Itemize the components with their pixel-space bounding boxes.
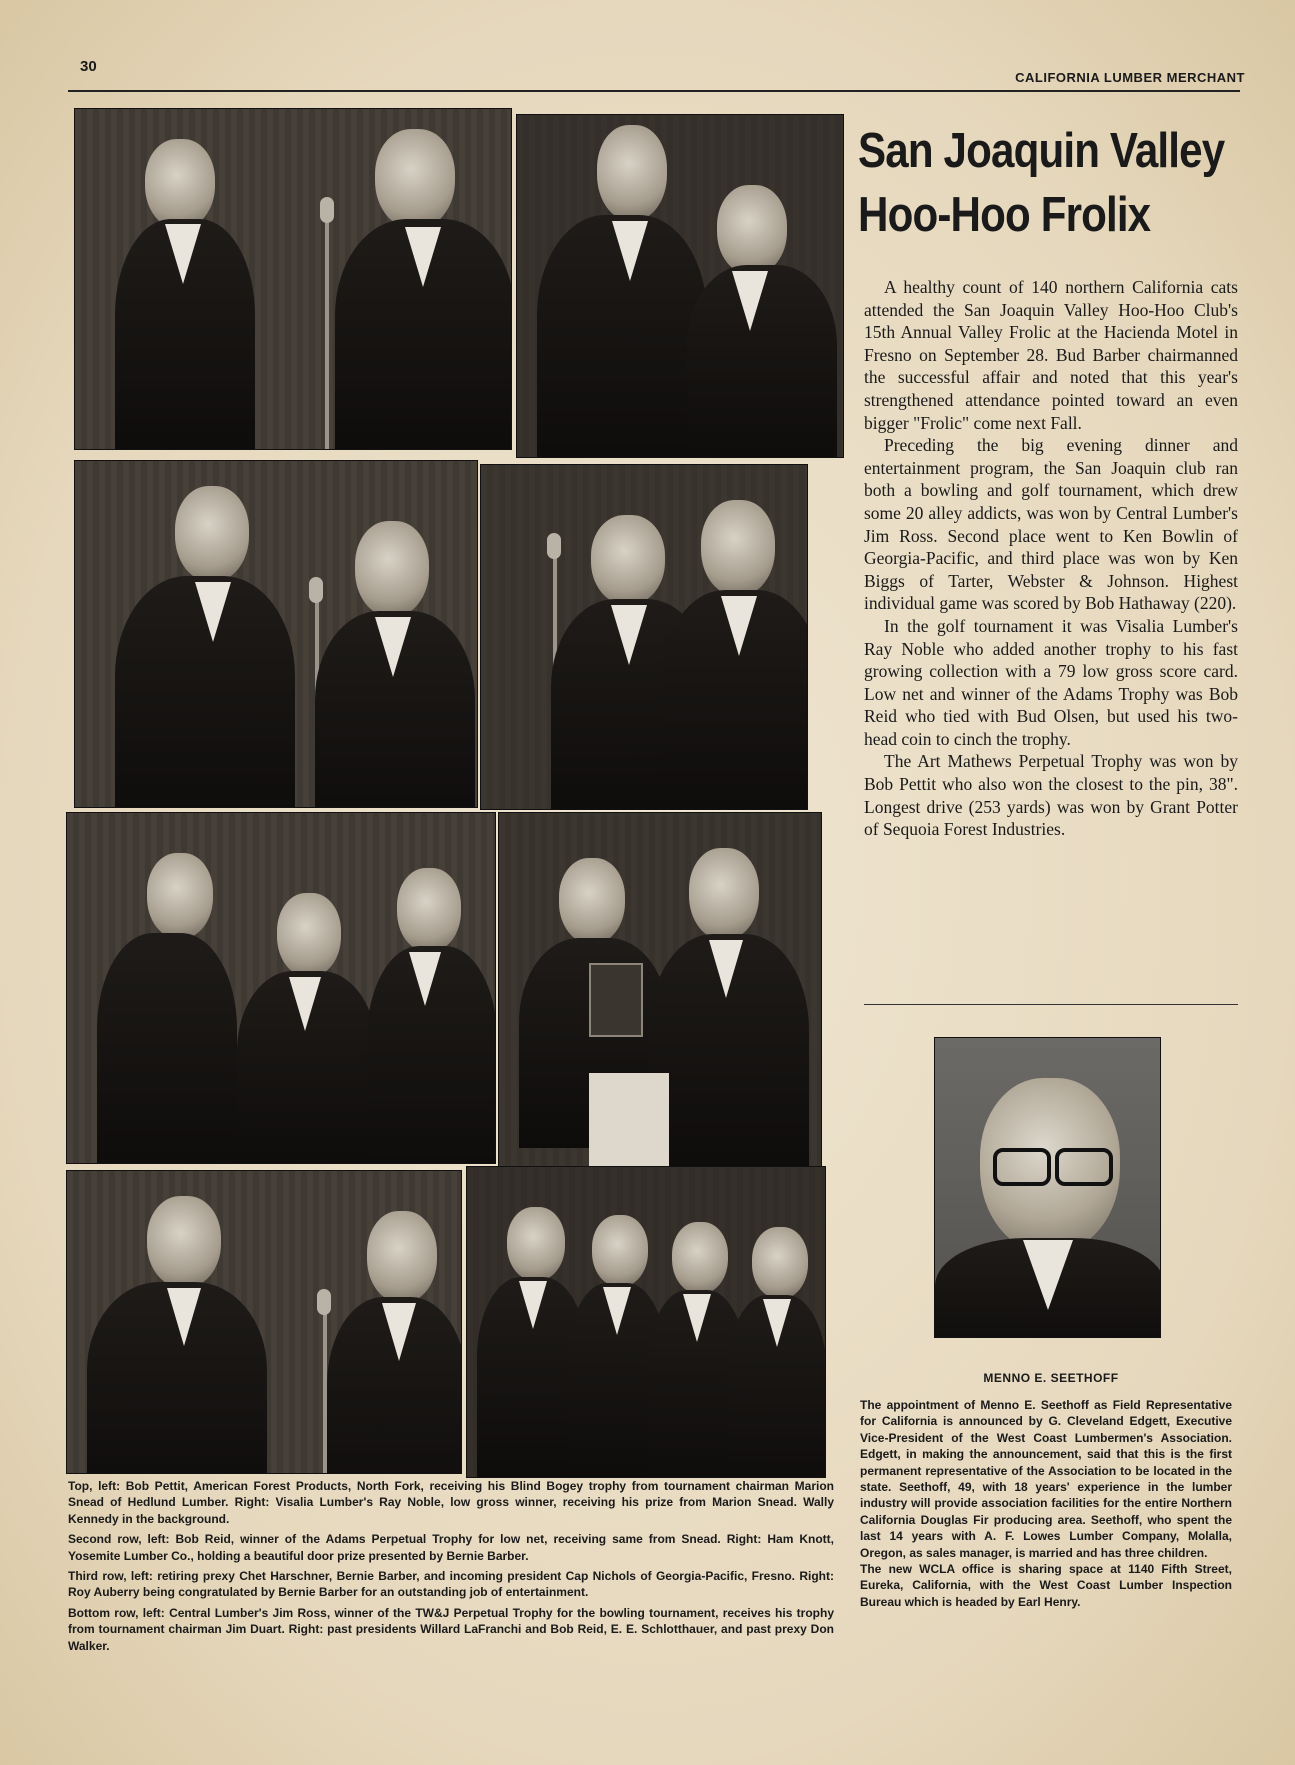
publication-name: CALIFORNIA LUMBER MERCHANT [1015,70,1245,85]
glasses-left-shape [993,1148,1051,1186]
caption-third-row: Third row, left: retiring prexy Chet Harschner, Bernie Barber, and incoming president Cap Nichols of Georgia-Pacific, Fresno. Right: Roy Auberry being congratulated by Bernie Barber for an outstanding job of entertainment. [68,1569,834,1600]
article-title [858,120,1225,247]
accordion-shape [589,963,643,1037]
photo-top-left [74,108,512,450]
photo-bottom-left [66,1170,462,1474]
header-rule [68,90,1240,92]
photo-third-left [66,812,496,1164]
article-paragraph: Preceding the big evening dinner and entertainment program, the San Joaquin club ran both a bowling and golf tournament, which drew some 20 alley addicts, was won by Central Lumber's Jim Ross. Second place went to Ken Bowlin of Georgia-Pacific, and third place was won by Ken Biggs of Tarter, Webster & Johnson. Highest individual game was scored by Bob Hathaway (220). [864,435,1238,614]
portrait-caption: MENNO E. SEETHOFF [983,1371,1119,1385]
photo-third-right [498,812,822,1168]
photo-second-left [74,460,478,808]
article-title-line-2: Hoo-Hoo Frolix [858,187,1151,242]
article-paragraph: In the golf tournament it was Visalia Lumber's Ray Noble who added another trophy to his fast growing collection with a 79 low gross score card. Low net and winner of the Adams Trophy was Bob Reid who tied with Bud Olsen, but used his two-head coin to cinch the trophy. [864,615,1238,749]
article-paragraph: A healthy count of 140 northern California cats attended the San Joaquin Valley Hoo-Hoo Club's 15th Annual Valley Frolic at the Hacienda Motel in Fresno on September 28. Bud Barber chairmanned the successful affair and noted that this year's strengthened attendance pointed toward an even bigger "Frolic" come next Fall. [864,277,1238,433]
trophy-box-shape [589,1073,669,1167]
caption-bottom-row: Bottom row, left: Central Lumber's Jim Ross, winner of the TW&J Perpetual Trophy for the bowling tournament, receives his trophy from tournament chairman Jim Duart. Right: past presidents Willard LaFranchi and Bob Reid, E. E. Schlotthauer, and past prexy Don Walker. [68,1605,834,1653]
photo-captions [68,1478,834,1658]
portrait-photo [934,1037,1161,1338]
glasses-right-shape [1055,1148,1113,1186]
photo-bottom-right [466,1166,826,1478]
caption-second-row: Second row, left: Bob Reid, winner of the Adams Perpetual Trophy for low net, receiving same from Snead. Right: Ham Knott, Yosemite Lumber Co., holding a beautiful door prize presented by Bernie Barber. [68,1532,834,1563]
photo-top-right [516,114,844,458]
sidebar-rule [864,1004,1238,1005]
caption-top-row: Top, left: Bob Pettit, American Forest Products, North Fork, receiving his Blind Bogey trophy from tournament chairman Marion Snead of Hedlund Lumber. Right: Visalia Lumber's Ray Noble, low gross winner, receiving his prize from Marion Snead. Wally Kennedy in the background. [68,1479,834,1526]
article-paragraph: The Art Mathews Perpetual Trophy was won by Bob Pettit who also won the closest to the pin, 38". Longest drive (253 yards) was won by Grant Potter of Sequoia Forest Industries. [864,751,1238,840]
bio-text [860,1397,1232,1610]
photo-second-right [480,464,808,810]
bio-paragraph: The new WCLA office is sharing space at 1140 Fifth Street, Eureka, California, with the West Coast Lumber Inspection Bureau which is headed by Earl Henry. [860,1562,1232,1609]
article-body [864,276,1238,841]
page-number: 30 [80,58,97,75]
article-title-line-1: San Joaquin Valley [858,124,1225,178]
bio-paragraph: The appointment of Menno E. Seethoff as Field Representative for California is announced by G. Cleveland Edgett, Executive Vice-President of the West Coast Lumbermen's Association. Edgett, in making the announcement, said that this is the first permanent representative of the Association to be located in the state. Seethoff, 49, with 18 years' experience in the lumber industry will provide association facilities for the entire Northern California Douglas Fir producing area. Seethoff, who spent the last 14 years with A. F. Lowes Lumber Company, Molalla, Oregon, as sales manager, is married and has three children. [860,1398,1232,1560]
